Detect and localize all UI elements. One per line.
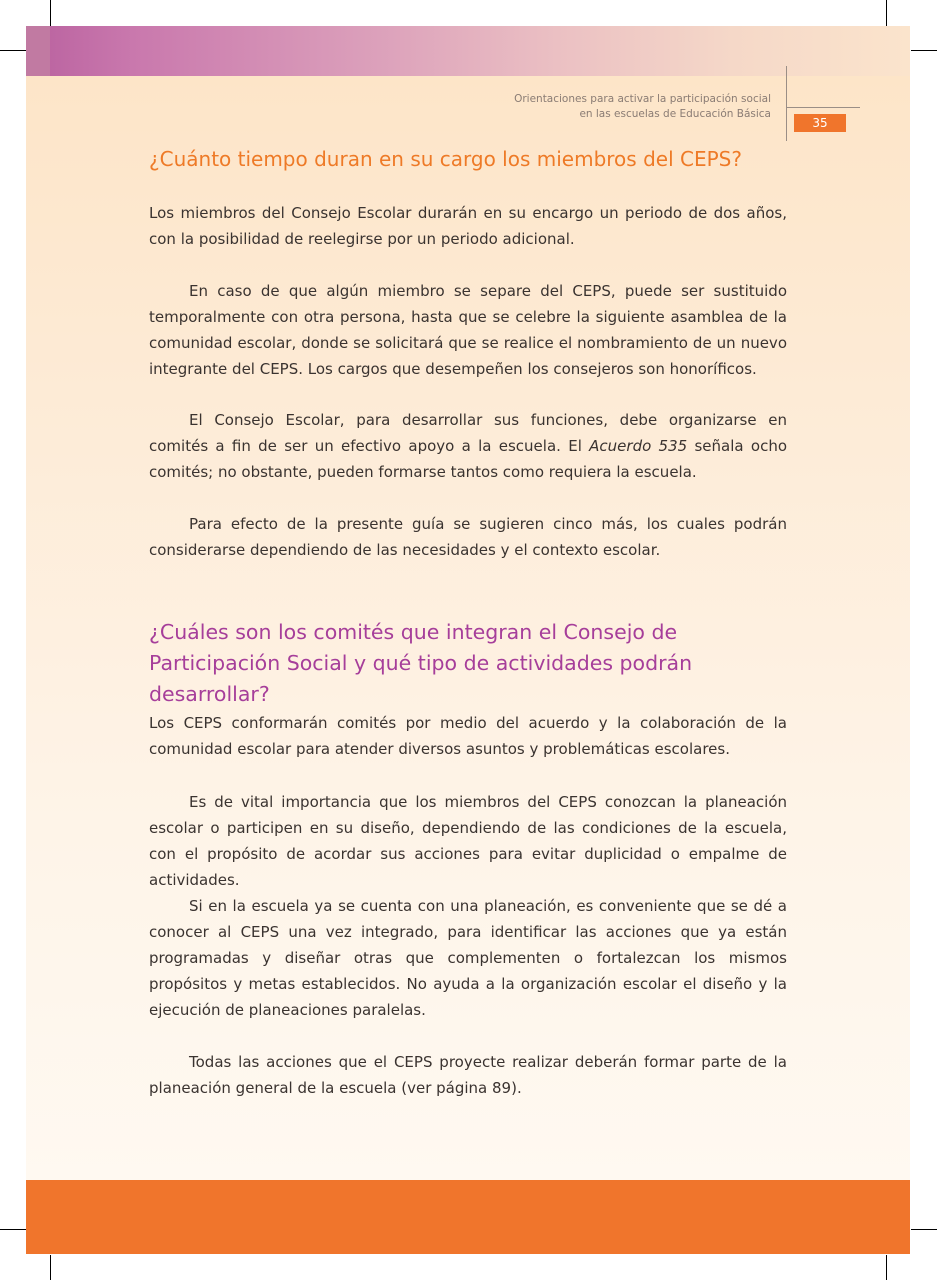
section1-paragraph-2: En caso de que algún miembro se separe del CEPS, puede ser sustituido temporalmente con otra persona, hasta que se celebre la siguiente asamblea de la comunidad escolar, donde se solicitará que se realice el nombramiento de un nuevo integrante del CEPS. Los cargos que desempeñen los consejeros son honoríficos.	[149, 282, 787, 378]
header-vertical-rule	[786, 66, 787, 141]
section2-paragraph-2: Es de vital importancia que los miembros del CEPS conozcan la planeación escolar o participen en su diseño, dependiendo de las condiciones de la escuela, con el propósito de acordar sus acciones para evitar duplicidad o empalme de actividades.	[149, 793, 787, 889]
section1-paragraph-1: Los miembros del Consejo Escolar durarán en su encargo un periodo de dos años, con la posibilidad de reelegirse por un periodo adicional.	[149, 204, 787, 248]
crop-mark-tr-h	[911, 50, 937, 51]
running-header-line1: Orientaciones para activar la participación social	[514, 93, 771, 105]
header-horizontal-rule	[786, 107, 860, 108]
section1-paragraph-4: Para efecto de la presente guía se sugieren cinco más, los cuales podrán considerarse dependiendo de las necesidades y el contexto escolar.	[149, 515, 787, 559]
section1-p3-text-before: El Consejo Escolar, para desarrollar sus funciones, debe organizarse en comités a fin de ser un efectivo apoyo a la escuela. El	[149, 411, 787, 455]
header-band-edge	[26, 26, 50, 76]
running-header	[514, 92, 771, 122]
crop-mark-tl-h	[0, 50, 26, 51]
acuerdo-reference: Acuerdo 535	[589, 437, 688, 455]
section1-p3-text-after: señala ocho comités; no obstante, pueden formarse tantos como requiera la escuela.	[149, 437, 787, 481]
section2-paragraph-3: Si en la escuela ya se cuenta con una planeación, es conveniente que se dé a conocer al CEPS una vez integrado, para identificar las acciones que ya están programadas y diseñar otras que complementen o fortalezcan los mismos propósitos y metas establecidos. No ayuda a la organización escolar el diseño y la ejecución de planeaciones paralelas.	[149, 897, 787, 1019]
crop-mark-bl-v	[50, 1255, 51, 1280]
document-page	[26, 26, 910, 1254]
section2-paragraph-1: Los CEPS conformarán comités por medio del acuerdo y la colaboración de la comunidad escolar para atender diversos asuntos y problemáticas escolares.	[149, 714, 787, 758]
crop-mark-tl-v	[50, 0, 51, 26]
section2-heading: ¿Cuáles son los comités que integran el Consejo de Participación Social y qué tipo de actividades podrán desarrollar?	[149, 620, 693, 706]
crop-mark-br-v	[886, 1255, 887, 1280]
running-header-line2: en las escuelas de Educación Básica	[579, 108, 771, 120]
section2-paragraph-4: Todas las acciones que el CEPS proyecte realizar deberán formar parte de la planeación general de la escuela (ver página 89).	[149, 1053, 787, 1097]
section1-paragraph-3	[149, 407, 787, 485]
crop-mark-br-h	[911, 1229, 937, 1230]
page-number-badge: 35	[794, 114, 846, 132]
crop-mark-tr-v	[886, 0, 887, 26]
footer-orange-band	[26, 1180, 910, 1254]
section1-heading: ¿Cuánto tiempo duran en su cargo los miembros del CEPS?	[149, 147, 742, 171]
crop-mark-bl-h	[0, 1229, 26, 1230]
header-gradient-band	[26, 26, 910, 76]
